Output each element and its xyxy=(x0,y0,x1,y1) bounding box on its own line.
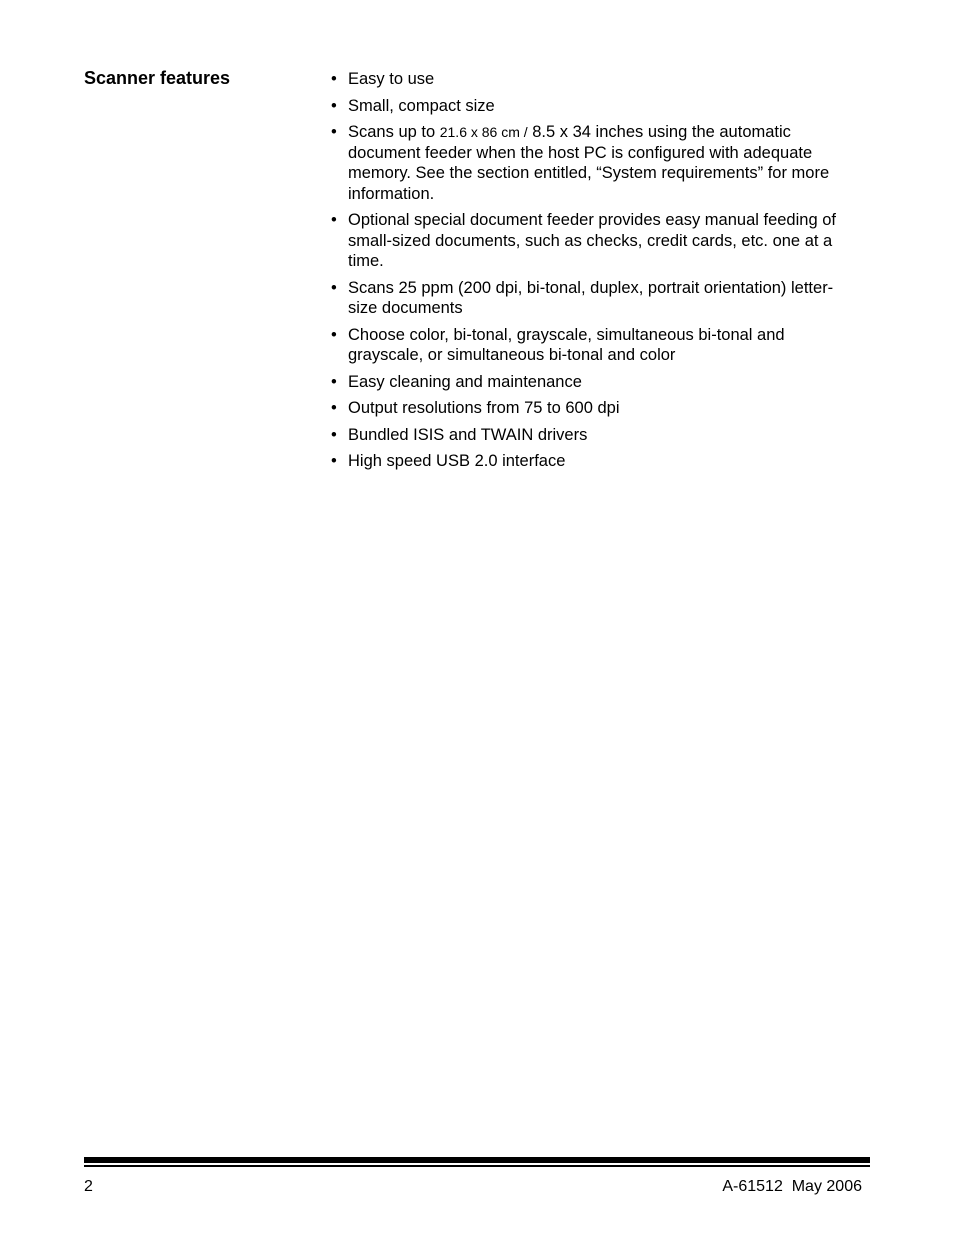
list-item xyxy=(331,210,861,272)
bullet: • xyxy=(331,425,337,444)
list-item xyxy=(331,122,861,204)
feature-text: High speed USB 2.0 interface xyxy=(348,452,566,470)
feature-text: Bundled ISIS and TWAIN drivers xyxy=(348,425,588,444)
list-item xyxy=(331,325,861,366)
feature-text: Output resolutions from 75 to 600 dpi xyxy=(348,399,620,417)
bullet: • xyxy=(331,325,337,344)
feature-text: Scans 25 ppm (200 dpi, bi-tonal, duplex, portrait orientation) letter-size documents xyxy=(348,278,834,317)
document-id-date: A-61512 May 2006 xyxy=(722,1178,862,1195)
list-item xyxy=(331,96,861,117)
footer-rule-thick xyxy=(84,1157,870,1163)
list-item xyxy=(331,451,861,472)
bullet: • xyxy=(331,278,337,297)
bullet: • xyxy=(331,96,337,115)
footer-rule-thin xyxy=(84,1165,870,1167)
bullet: • xyxy=(331,70,337,88)
list-item xyxy=(331,69,861,90)
bullet: • xyxy=(331,399,337,417)
feature-text-prefix: Scans up to xyxy=(348,123,440,141)
metric-size: 21.6 x 86 cm / xyxy=(439,124,528,140)
page-number: 2 xyxy=(84,1178,93,1195)
list-item xyxy=(331,278,861,319)
feature-text: Easy to use xyxy=(348,70,435,88)
section-heading: Scanner features xyxy=(84,68,231,88)
list-item xyxy=(331,372,861,393)
feature-text: Small, compact size xyxy=(348,96,495,115)
bullet: • xyxy=(331,372,337,391)
feature-text: Choose color, bi-tonal, grayscale, simultaneous bi-tonal and grayscale, or simultaneous bi-tonal and color xyxy=(348,325,785,364)
feature-text: 8.5 x 34 inches using the automatic document feeder when the host PC is configured with adequate memory. See the section entitled, “System requirements” for more information. xyxy=(348,123,830,203)
bullet: • xyxy=(331,211,337,229)
list-item xyxy=(331,398,861,419)
feature-text: Easy cleaning and maintenance xyxy=(348,372,582,391)
bullet: • xyxy=(331,452,337,470)
list-item xyxy=(331,425,861,446)
feature-text: Optional special document feeder provides easy manual feeding of small-sized documents, such as checks, credit cards, etc. one at a time. xyxy=(348,211,836,270)
feature-list xyxy=(331,69,861,478)
bullet: • xyxy=(331,123,337,141)
